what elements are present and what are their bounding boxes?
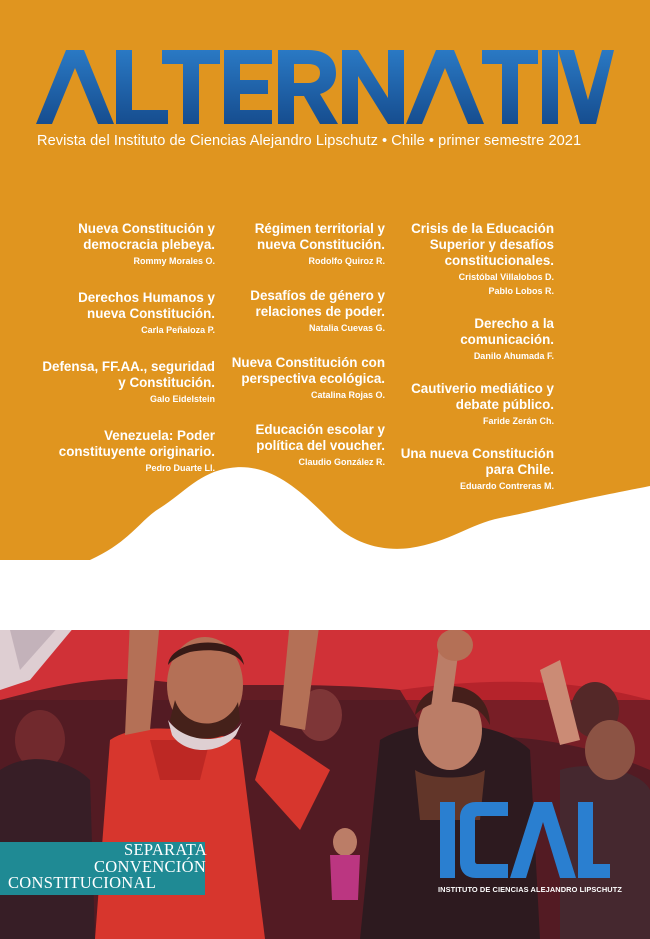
article-title: Derecho a la comunicación. (460, 316, 554, 347)
contents-column-2 (224, 221, 385, 489)
article-item[interactable] (40, 221, 215, 267)
article-author-second: Pablo Lobos R. (488, 286, 554, 296)
article-item[interactable] (224, 288, 385, 334)
article-author: Natalia Cuevas G. (308, 323, 385, 333)
article-title: Cautiverio mediático y debate público. (411, 381, 554, 412)
article-title: Nueva Constitución y democracia plebeya. (78, 221, 215, 252)
masthead-wordmark-graphic (36, 48, 614, 126)
article-item[interactable] (224, 355, 385, 401)
masthead-subtitle: Revista del Instituto de Ciencias Alejandro Lipschutz • Chile • primer semestre 2021 (37, 133, 582, 149)
ical-logo-graphic (438, 800, 610, 886)
article-author: Catalina Rojas O. (310, 390, 385, 400)
article-item[interactable] (393, 381, 554, 427)
article-author: Claudio González R. (298, 457, 385, 467)
article-title: Una nueva Constitución para Chile. (400, 446, 554, 477)
white-wave-divider (0, 460, 650, 630)
article-title: Nueva Constitución con perspectiva ecológica. (231, 355, 385, 386)
article-author: Danilo Ahumada F. (473, 351, 554, 361)
article-author: Galo Eidelstein (149, 394, 215, 404)
article-item[interactable] (224, 221, 385, 267)
article-author: Eduardo Contreras M. (459, 481, 554, 491)
wave-shape (0, 460, 650, 630)
article-author: Pedro Duarte Ll. (145, 463, 215, 473)
ical-caption: INSTITUTO DE CIENCIAS ALEJANDRO LIPSCHUTZ (438, 885, 622, 894)
article-item[interactable] (393, 316, 554, 362)
article-title: Derechos Humanos y nueva Constitución. (78, 290, 215, 321)
article-author: Faride Zerán Ch. (482, 416, 554, 426)
article-title: Educación escolar y política del voucher. (255, 422, 385, 453)
separata-line-2: CONVENCIÓN (94, 856, 207, 876)
article-title: Régimen territorial y nueva Constitución. (254, 221, 385, 252)
article-author: Carla Peñaloza P. (141, 325, 215, 335)
article-item[interactable] (40, 290, 215, 336)
separata-badge (0, 842, 205, 895)
separata-line-3: CONSTITUCIONAL (8, 873, 157, 892)
article-item[interactable] (40, 359, 215, 405)
article-title: Defensa, FF.AA., seguridad y Constitución. (42, 359, 215, 390)
article-item[interactable] (393, 221, 554, 297)
article-author: Rodolfo Quiroz R. (308, 256, 385, 266)
masthead-logo (36, 48, 614, 126)
article-author: Rommy Morales O. (133, 256, 215, 266)
article-title: Crisis de la Educación Superior y desafíos constitucionales. (411, 221, 554, 268)
article-author: Cristóbal Villalobos D. (458, 272, 554, 282)
separata-line-1: SEPARATA (124, 840, 207, 859)
article-title: Desafíos de género y relaciones de poder. (250, 288, 385, 319)
article-title: Venezuela: Poder constituyente originario. (58, 428, 215, 459)
contents-column-1 (40, 221, 215, 497)
